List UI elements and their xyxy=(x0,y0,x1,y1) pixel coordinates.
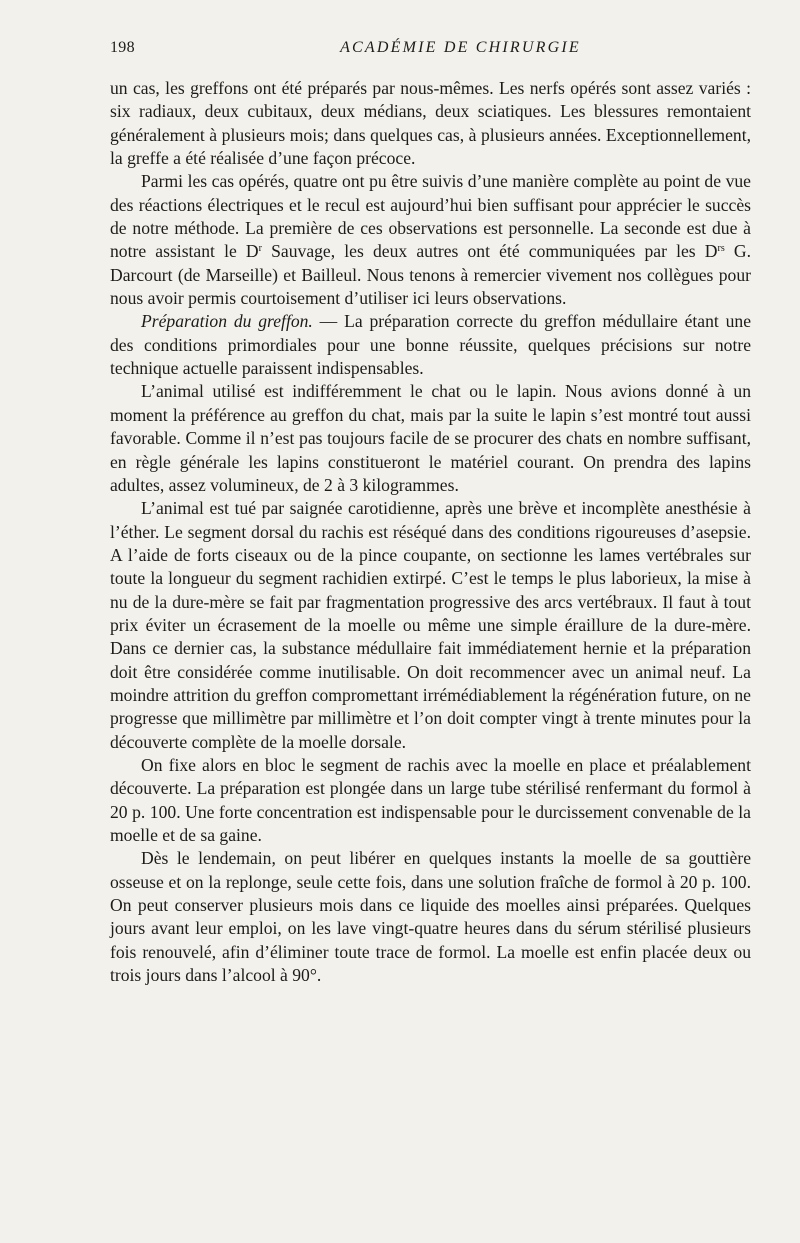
paragraph-6: On fixe alors en bloc le segment de rachis avec la moelle en place et préalablement découverte. La préparation est plongée dans un large tube stérilisé renfermant du formol à 20 p. 100. Une forte concentration est indispensable pour le durcissement convenable de la moelle et de sa gaine. xyxy=(110,754,751,845)
paragraph-2-part-a: Parmi les cas opérés, quatre ont pu être suivis d’une manière complète au point de vue des réactions électriques et le recul est aujourd’hui bien suffisant pour apprécier le succès de notre méthode. La première de ces observations est personnelle. La seconde est due à notre assistant le D xyxy=(110,171,751,262)
running-head xyxy=(110,36,751,60)
section-heading: Préparation du greffon. xyxy=(141,311,313,332)
paragraph-7: Dès le lendemain, on peut libérer en quelques instants la moelle de sa gouttière osseuse et on la replonge, seule cette fois, dans une solution fraîche de formol à 20 p. 100. On peut conserver plusieurs mois dans ce liquide des moelles ainsi préparées. Quelques jours avant leur emploi, on les lave vingt-quatre heures dans du sérum stérilisé plusieurs fois renouvelé, afin d’éliminer toute trace de formol. La moelle est enfin placée deux ou trois jours dans l’alcool à 90°. xyxy=(110,848,751,986)
paragraph-4: L’animal utilisé est indifféremment le chat ou le lapin. Nous avions donné à un moment la préférence au greffon du chat, mais par la suite le lapin s’est montré tout aussi favorable. Comme il n’est pas toujours facile de se procurer des chats en nombre suffisant, en règle générale les lapins constitueront le matériel courant. On prendra des lapins adultes, assez volumineux, de 2 à 3 kilogrammes. xyxy=(110,381,751,495)
paragraph-5: L’animal est tué par saignée carotidienne, après une brève et incomplète anesthésie à l’éther. Le segment dorsal du rachis est réséqué dans des conditions rigoureuses d’asepsie. A l’aide de forts ciseaux ou de la pince coupante, on sectionne les lames vertébrales sur toute la longueur du segment rachidien extirpé. C’est le temps le plus laborieux, la mise à nu de la dure-mère se fait par fragmentation progressive des arcs vertébraux. Il faut à tout prix éviter un écrasement de la moelle ou même une simple éraillure de la dure-mère. Dans ce dernier cas, la substance médullaire fait immédiatement hernie et la préparation doit être considérée comme inutilisable. On doit recommencer avec un animal neuf. La moindre attrition du greffon compromettant irrémédiablement la régénération future, on ne progresse que millimètre par millimètre et l’on doit compter vingt à trente minutes pour la découverte complète de la moelle dorsale. xyxy=(110,498,751,752)
paragraph-3-text: — La préparation correcte du greffon médullaire étant une des conditions primordiales pour une bonne réussite, quelques précisions sur notre technique actuelle paraissent indispensables. xyxy=(110,311,752,379)
journal-page xyxy=(110,36,751,987)
page-number: 198 xyxy=(110,39,135,56)
superscript-rs: rs xyxy=(717,243,725,255)
paragraph-3 xyxy=(110,310,751,380)
superscript-r: r xyxy=(258,243,262,255)
paragraph-2-part-c: G. Darcourt (de Marseille) et Bailleul. Nous tenons à remercier vivement nos collègues pour nous avoir permis courtoisement d’utiliser ici leurs observations. xyxy=(110,241,751,309)
journal-title: ACADÉMIE DE CHIRURGIE xyxy=(340,39,581,56)
article-body xyxy=(110,77,751,987)
paragraph-2-part-b: Sauvage, les deux autres ont été communiquées par les D xyxy=(261,241,718,262)
paragraph-1: un cas, les greffons ont été préparés par nous-mêmes. Les nerfs opérés sont assez variés : six radiaux, deux cubitaux, deux médians, deux sciatiques. Les blessures remontaient généralement à plusieurs mois; dans quelques cas, à plusieurs années. Exceptionnellement, la greffe a été réalisée d’une façon précoce. xyxy=(110,78,751,169)
paragraph-2 xyxy=(110,170,751,310)
